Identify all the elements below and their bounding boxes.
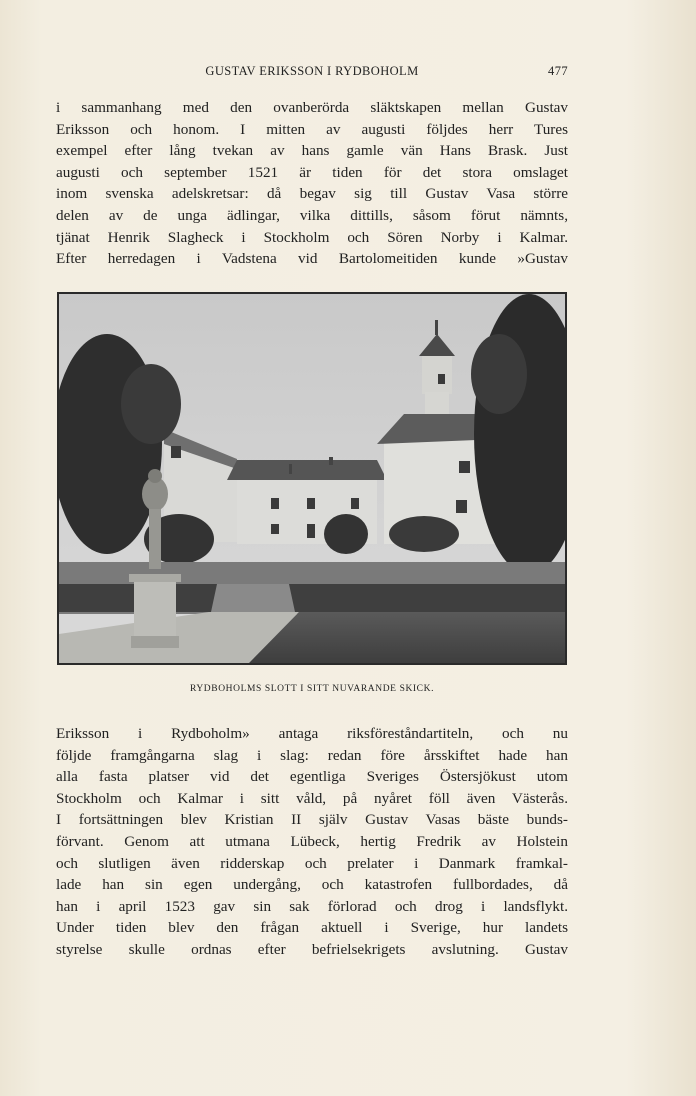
- text-line: han i april 1523 gav sin sak förlorad och drog i landsflykt.: [56, 897, 568, 915]
- text-line: augusti och september 1521 är tiden för det stora omslaget: [56, 163, 568, 181]
- text-line: styrelse skulle ordnas efter befrielsekrigets avslutning. Gustav: [56, 940, 568, 958]
- text-line: delen av de unga ädlingar, vilka dittills, såsom förut nämnts,: [56, 206, 568, 224]
- text-line: följde framgångarna slag i slag: redan före årsskiftet hade han: [56, 746, 568, 764]
- text-line: tjänat Henrik Slagheck i Stockholm och Sören Norby i Kalmar.: [56, 228, 568, 246]
- castle-photograph: [57, 292, 567, 665]
- text-line: Under tiden blev den frågan aktuell i Sverige, hur landets: [56, 919, 568, 937]
- figure-caption: RYDBOHOLMS SLOTT I SITT NUVARANDE SKICK.: [189, 684, 435, 694]
- text-line: Efter herredagen i Vadstena vid Bartolomeitiden kunde »Gustav: [56, 250, 568, 268]
- text-line: Stockholm och Kalmar i sitt våld, på nyåret föll även Västerås.: [56, 789, 568, 807]
- castle-illustration: [59, 294, 565, 663]
- running-title: GUSTAV ERIKSSON I RYDBOHOLM: [205, 64, 419, 78]
- text-line: alla fasta platser vid det egentliga Sveriges Östersjökust utom: [56, 768, 568, 786]
- text-line: inom svenska adelskretsar: då begav sig till Gustav Vasa större: [56, 185, 568, 203]
- text-line: I fortsättningen blev Kristian II själv Gustav Vasas bäste bunds-: [56, 811, 568, 829]
- paragraph-bottom: [56, 723, 568, 961]
- text-line: förvant. Genom att utmana Lübeck, hertig Fredrik av Holstein: [56, 832, 568, 850]
- text-line: Eriksson i Rydboholm» antaga riksföreståndartiteln, och nu: [56, 725, 568, 742]
- text-line: exempel efter lång tvekan av hans gamle vän Hans Brask. Just: [56, 142, 568, 160]
- text-line: lade han sin egen undergång, och katastrofen fullbordades, då: [56, 876, 568, 894]
- text-line: i sammanhang med den ovanberörda släktskapen mellan Gustav: [56, 99, 568, 116]
- page-number: 477: [548, 64, 568, 78]
- paragraph-top: [56, 97, 568, 270]
- text-line: och slutligen även ridderskap och prelater i Danmark framkal-: [56, 854, 568, 872]
- text-line: Eriksson och honom. I mitten av augusti följdes herr Tures: [56, 120, 568, 138]
- running-header: [56, 64, 568, 84]
